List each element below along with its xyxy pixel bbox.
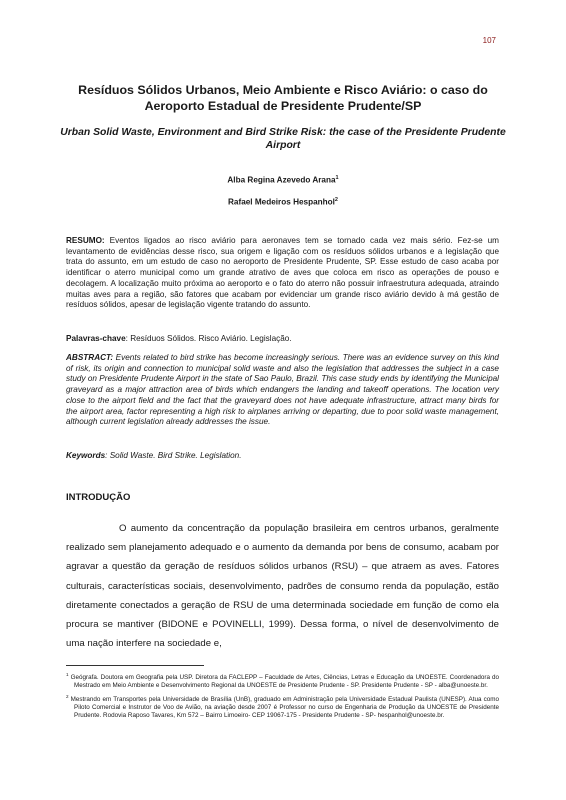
resumo-label: RESUMO:	[66, 236, 105, 245]
author-2	[0, 197, 566, 207]
article-title-english: Urban Solid Waste, Environment and Bird Strike Risk: the case of the Presidente Prudente Airport	[60, 127, 506, 151]
footnote-2	[66, 693, 499, 721]
footnote-2-mark: 2	[66, 693, 69, 699]
footnotes	[66, 671, 499, 723]
resumo-text: Eventos ligados ao risco aviário para aeronaves tem se tornado cada vez mais sério. Fez-se um levantamento de evidências desse risco, sua origem e ligação com os resíduos sólidos urbanos e a legislação que trata do assunto, em um estudo de caso no aeroporto de Presidente Prudente, SP. Esse estudo de caso acaba por identificar o aterro municipal como um grande atrativo de aves que coloca em risco as operações de pouso e decolagem. A localização muito próxima ao aeroporto e o fato do aterro não possuir infraestrutura adequada, atraindo muitas aves para a região, são fatores que acabam por evidenciar um grande risco aviário devido à má gestão de resíduos sólidos, apesar de legislação vigente tratando do assunto.	[66, 236, 499, 310]
author-2-footnote-mark: 2	[334, 197, 338, 203]
palavras-chave-text: : Resíduos Sólidos. Risco Aviário. Legislação.	[125, 334, 292, 343]
author-1-name: Alba Regina Azevedo Arana	[227, 175, 336, 185]
footnote-1-mark: 1	[66, 672, 69, 677]
abstract-label: ABSTRACT:	[66, 353, 114, 362]
abstract-paragraph	[66, 353, 499, 428]
section-heading-introducao: INTRODUÇÃO	[66, 492, 131, 503]
footnote-1	[66, 671, 499, 691]
author-1	[0, 175, 566, 185]
resumo-paragraph	[66, 236, 499, 311]
palavras-chave-label: Palavras-chave	[66, 334, 126, 343]
footnote-2-text: Mestrando em Transportes pela Universidade de Brasília (UnB), graduado em Administração pela Universidade Estadual Paulista (UNESP). Atua como Piloto Comercial e Instrutor de Voo de Avião, na aviação desde 2007 é Professor no curso de Engenharia de Produção da UNOESTE de Presidente Prudente. Rodovia Raposo Tavares, Km 572 – Bairro Limoeiro- CEP 19067-175 - Presidente Prudente - SP- hespanhol@unoeste.br.	[68, 695, 499, 720]
footnote-divider	[66, 665, 204, 666]
abstract-text: Events related to bird strike has become increasingly serious. There was an evidence survey on this kind of risk, its origin and connection to municipal solid waste and also the legislation that addresses the subject in a case study on Presidente Prudente Airport in the state of Sao Paulo, Brazil. This case study ends by identifying the Municipal graveyard as a major attraction area of birds which endangers the landing and takeoff operations. The location very close to the airport field and the fact that the graveyard does not have adequate infrastructure, attract many birds for the airport area, factor representing a high risk to airplanes arriving or departing, due to poor solid waste management, although current legislation already addresses the issue.	[66, 353, 499, 427]
author-1-footnote-mark: 1	[335, 175, 339, 181]
keywords-label: Keywords	[66, 451, 106, 460]
author-2-name: Rafael Medeiros Hespanhol	[228, 197, 335, 207]
page-number: 107	[482, 36, 496, 45]
intro-paragraph: O aumento da concentração da população brasileira em centros urbanos, geralmente realizado sem planejamento adequado e o aumento da demanda por bens de consumo, acabam por agravar a questão da geração de resíduos sólidos urbanos (RSU) – que atraem as aves. Fatores culturais, características sociais, desenvolvimento, padrões de consumo renda da população, estão diretamente conectados a geração de RSU de uma determinada sociedade em função de como ela procura se mantiver (BIDONE e POVINELLI, 1999). Dessa forma, o nível de desenvolvimento de uma nação interfere na sociedade e,	[66, 523, 499, 650]
keywords-text: : Solid Waste. Bird Strike. Legislation.	[105, 451, 242, 460]
footnote-1-text: Geógrafa. Doutora em Geografia pela USP. Diretora da FACLEPP – Faculdade de Artes, Ciências, Letras e Educação da UNOESTE. Coordenadora do Mestrado em Meio Ambiente e Desenvolvimento Regional da UNOESTE de Presidente Prudente - SP. Presidente Prudente - SP - alba@unoeste.br.	[68, 674, 499, 690]
palavras-chave-paragraph	[66, 334, 499, 345]
keywords-paragraph	[66, 451, 499, 462]
article-title: Resíduos Sólidos Urbanos, Meio Ambiente e Risco Aviário: o caso do Aeroporto Estadual de Presidente Prudente/SP	[78, 83, 488, 113]
